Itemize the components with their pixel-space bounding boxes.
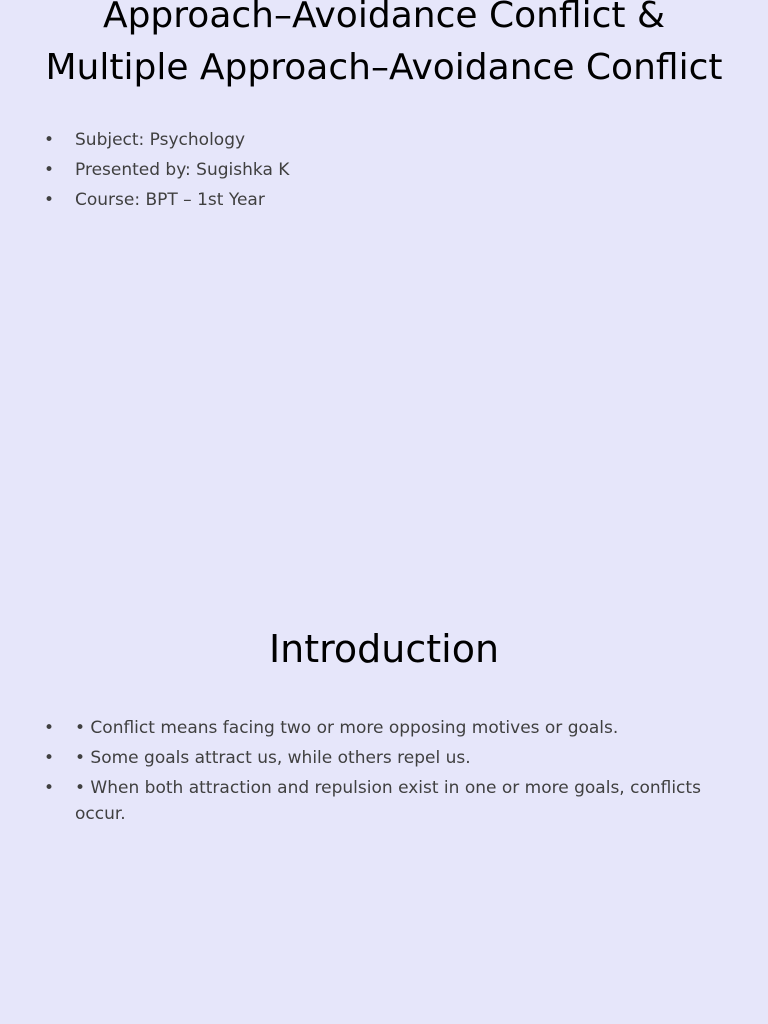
bullet-item-goals-attract-repel	[40, 745, 720, 771]
bullet-item-presenter	[40, 157, 720, 183]
bullet-text: Course: BPT – 1st Year	[75, 190, 265, 210]
bullet-text: Presented by: Sugishka K	[75, 160, 290, 180]
bullet-icon: •	[44, 130, 55, 150]
bullet-text: • Conflict means facing two or more opposing motives or goals.	[75, 718, 619, 738]
bullet-text: • When both attraction and repulsion exist in one or more goals, conflicts occur.	[75, 778, 701, 824]
slide-title: Approach–Avoidance Conflict & Multiple Approach–Avoidance Conflict	[45, 0, 723, 88]
bullet-item-subject	[40, 127, 720, 153]
bullet-item-conflict-definition	[40, 715, 720, 741]
bullet-icon: •	[44, 718, 55, 738]
introduction-slide	[0, 512, 768, 1024]
title-slide-bullet-list	[40, 127, 720, 217]
slide-title: Introduction	[268, 627, 500, 671]
bullet-item-conflicts-occur	[40, 775, 720, 827]
bullet-icon: •	[44, 748, 55, 768]
bullet-item-course	[40, 187, 720, 213]
bullet-icon: •	[44, 778, 55, 798]
bullet-icon: •	[44, 160, 55, 180]
bullet-text: Subject: Psychology	[75, 130, 246, 150]
bullet-icon: •	[44, 190, 55, 210]
bullet-text: • Some goals attract us, while others repel us.	[75, 748, 471, 768]
introduction-bullet-list	[40, 715, 720, 831]
